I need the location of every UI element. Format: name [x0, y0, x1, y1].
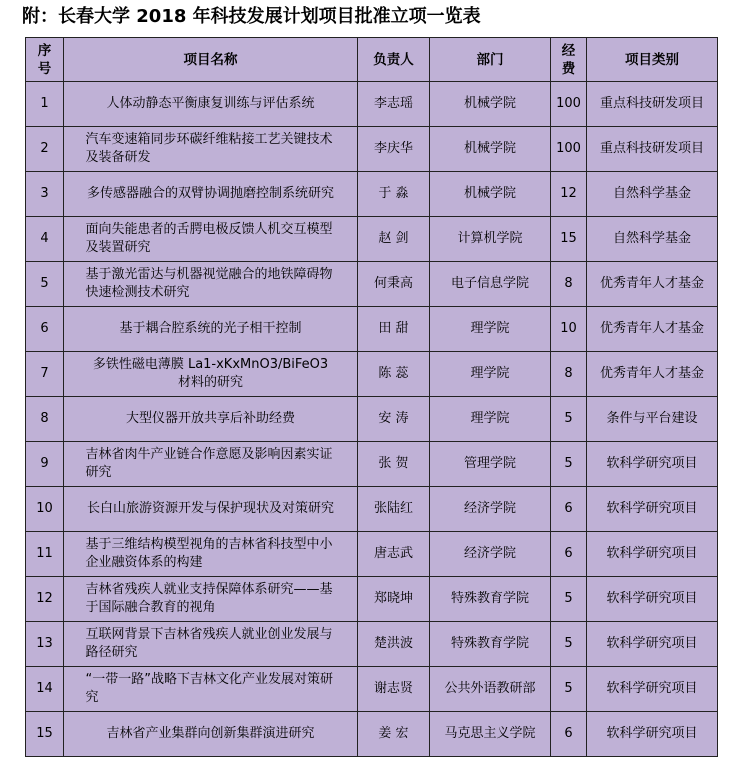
project-leader: 赵 剑 [358, 217, 430, 262]
header-dept: 部门 [430, 38, 551, 82]
table-body [26, 82, 718, 757]
project-name [64, 487, 358, 532]
project-category: 软科学研究项目 [587, 667, 718, 712]
project-leader: 何秉高 [358, 262, 430, 307]
table-row [26, 352, 718, 397]
project-category: 软科学研究项目 [587, 442, 718, 487]
project-funding: 5 [551, 397, 587, 442]
project-name-text: 多铁性磁电薄膜 La1-xKxMnO3/BiFeO3 材料的研究 [92, 357, 329, 390]
project-category: 优秀青年人才基金 [587, 262, 718, 307]
table-row [26, 217, 718, 262]
row-number: 14 [26, 667, 64, 712]
project-name [64, 712, 358, 757]
project-name [64, 307, 358, 352]
project-name [64, 127, 358, 172]
project-name [64, 622, 358, 667]
header-leader: 负责人 [358, 38, 430, 82]
project-name-text: 长白山旅游资源开发与保护现状及对策研究 [86, 501, 334, 516]
project-department: 机械学院 [430, 127, 551, 172]
project-category: 软科学研究项目 [587, 532, 718, 577]
table-row [26, 262, 718, 307]
header-fund: 经费 [551, 38, 587, 82]
table-row [26, 622, 718, 667]
table-row [26, 532, 718, 577]
header-name: 项目名称 [64, 38, 358, 82]
row-number: 6 [26, 307, 64, 352]
row-number: 12 [26, 577, 64, 622]
project-category: 重点科技研发项目 [587, 82, 718, 127]
project-funding: 5 [551, 442, 587, 487]
project-name [64, 262, 358, 307]
project-funding: 10 [551, 307, 587, 352]
project-leader: 李庆华 [358, 127, 430, 172]
row-number: 2 [26, 127, 64, 172]
project-department: 经济学院 [430, 487, 551, 532]
row-number: 11 [26, 532, 64, 577]
project-leader: 于 淼 [358, 172, 430, 217]
project-leader: 谢志贤 [358, 667, 430, 712]
project-name-text: 面向失能患者的舌腭电极反馈人机交互模型及装置研究 [85, 222, 333, 255]
header-category: 项目类别 [587, 38, 718, 82]
project-department: 理学院 [430, 352, 551, 397]
row-number: 7 [26, 352, 64, 397]
table-row [26, 82, 718, 127]
project-leader: 姜 宏 [358, 712, 430, 757]
project-leader: 张 贺 [358, 442, 430, 487]
project-leader: 郑晓坤 [358, 577, 430, 622]
project-funding: 5 [551, 622, 587, 667]
table-row [26, 127, 718, 172]
project-name-text: 基于激光雷达与机器视觉融合的地铁障碍物快速检测技术研究 [85, 267, 333, 300]
project-department: 理学院 [430, 397, 551, 442]
project-name-text: 多传感器融合的双臂协调抛磨控制系统研究 [86, 186, 334, 201]
table-row [26, 667, 718, 712]
project-department: 经济学院 [430, 532, 551, 577]
project-department: 计算机学院 [430, 217, 551, 262]
row-number: 3 [26, 172, 64, 217]
row-number: 9 [26, 442, 64, 487]
project-category: 自然科学基金 [587, 217, 718, 262]
project-department: 马克思主义学院 [430, 712, 551, 757]
project-funding: 5 [551, 577, 587, 622]
table-row [26, 172, 718, 217]
project-name-text: 吉林省残疾人就业支持保障体系研究——基于国际融合教育的视角 [85, 582, 333, 615]
row-number: 5 [26, 262, 64, 307]
project-funding: 6 [551, 487, 587, 532]
project-category: 重点科技研发项目 [587, 127, 718, 172]
project-name-text: 吉林省肉牛产业链合作意愿及影响因素实证研究 [85, 447, 333, 480]
project-name-text: “一带一路”战略下吉林文化产业发展对策研究 [85, 672, 333, 705]
project-category: 软科学研究项目 [587, 577, 718, 622]
project-department: 理学院 [430, 307, 551, 352]
project-category: 软科学研究项目 [587, 487, 718, 532]
project-funding: 5 [551, 667, 587, 712]
project-funding: 8 [551, 262, 587, 307]
project-leader: 李志瑶 [358, 82, 430, 127]
project-name [64, 352, 358, 397]
document-title: 附：长春大学 2018 年科技发展计划项目批准立项一览表 [22, 6, 481, 27]
project-department: 特殊教育学院 [430, 622, 551, 667]
project-leader: 田 甜 [358, 307, 430, 352]
table-row [26, 712, 718, 757]
project-name [64, 577, 358, 622]
table-row [26, 487, 718, 532]
project-funding: 12 [551, 172, 587, 217]
table-row [26, 397, 718, 442]
project-name-text: 人体动静态平衡康复训练与评估系统 [106, 96, 315, 111]
project-category: 条件与平台建设 [587, 397, 718, 442]
project-name [64, 667, 358, 712]
project-funding: 8 [551, 352, 587, 397]
project-department: 电子信息学院 [430, 262, 551, 307]
project-name [64, 172, 358, 217]
table-header-row [26, 38, 718, 82]
project-category: 软科学研究项目 [587, 622, 718, 667]
project-leader: 陈 蕊 [358, 352, 430, 397]
project-category: 优秀青年人才基金 [587, 352, 718, 397]
project-funding: 100 [551, 82, 587, 127]
row-number: 13 [26, 622, 64, 667]
project-department: 管理学院 [430, 442, 551, 487]
row-number: 1 [26, 82, 64, 127]
project-name [64, 442, 358, 487]
project-name-text: 基于耦合腔系统的光子相干控制 [119, 321, 302, 336]
project-leader: 张陆红 [358, 487, 430, 532]
project-department: 机械学院 [430, 172, 551, 217]
project-funding: 6 [551, 712, 587, 757]
project-department: 公共外语教研部 [430, 667, 551, 712]
project-leader: 安 涛 [358, 397, 430, 442]
project-funding: 100 [551, 127, 587, 172]
row-number: 15 [26, 712, 64, 757]
table-row [26, 307, 718, 352]
project-funding: 6 [551, 532, 587, 577]
project-category: 自然科学基金 [587, 172, 718, 217]
project-name-text: 大型仪器开放共享后补助经费 [125, 411, 295, 426]
project-name-text: 汽车变速箱同步环碳纤维粘接工艺关键技术及装备研发 [85, 132, 333, 165]
project-leader: 楚洪波 [358, 622, 430, 667]
project-name-text: 吉林省产业集群向创新集群演进研究 [106, 726, 315, 741]
row-number: 8 [26, 397, 64, 442]
project-table [25, 37, 718, 757]
project-name [64, 532, 358, 577]
project-name [64, 82, 358, 127]
project-leader: 唐志武 [358, 532, 430, 577]
project-name-text: 互联网背景下吉林省残疾人就业创业发展与路径研究 [85, 627, 333, 660]
header-no: 序号 [26, 38, 64, 82]
row-number: 4 [26, 217, 64, 262]
project-name-text: 基于三维结构模型视角的吉林省科技型中小企业融资体系的构建 [85, 537, 333, 570]
project-funding: 15 [551, 217, 587, 262]
table-row [26, 442, 718, 487]
row-number: 10 [26, 487, 64, 532]
project-name [64, 397, 358, 442]
project-category: 软科学研究项目 [587, 712, 718, 757]
project-category: 优秀青年人才基金 [587, 307, 718, 352]
project-department: 特殊教育学院 [430, 577, 551, 622]
project-name [64, 217, 358, 262]
table-row [26, 577, 718, 622]
project-department: 机械学院 [430, 82, 551, 127]
